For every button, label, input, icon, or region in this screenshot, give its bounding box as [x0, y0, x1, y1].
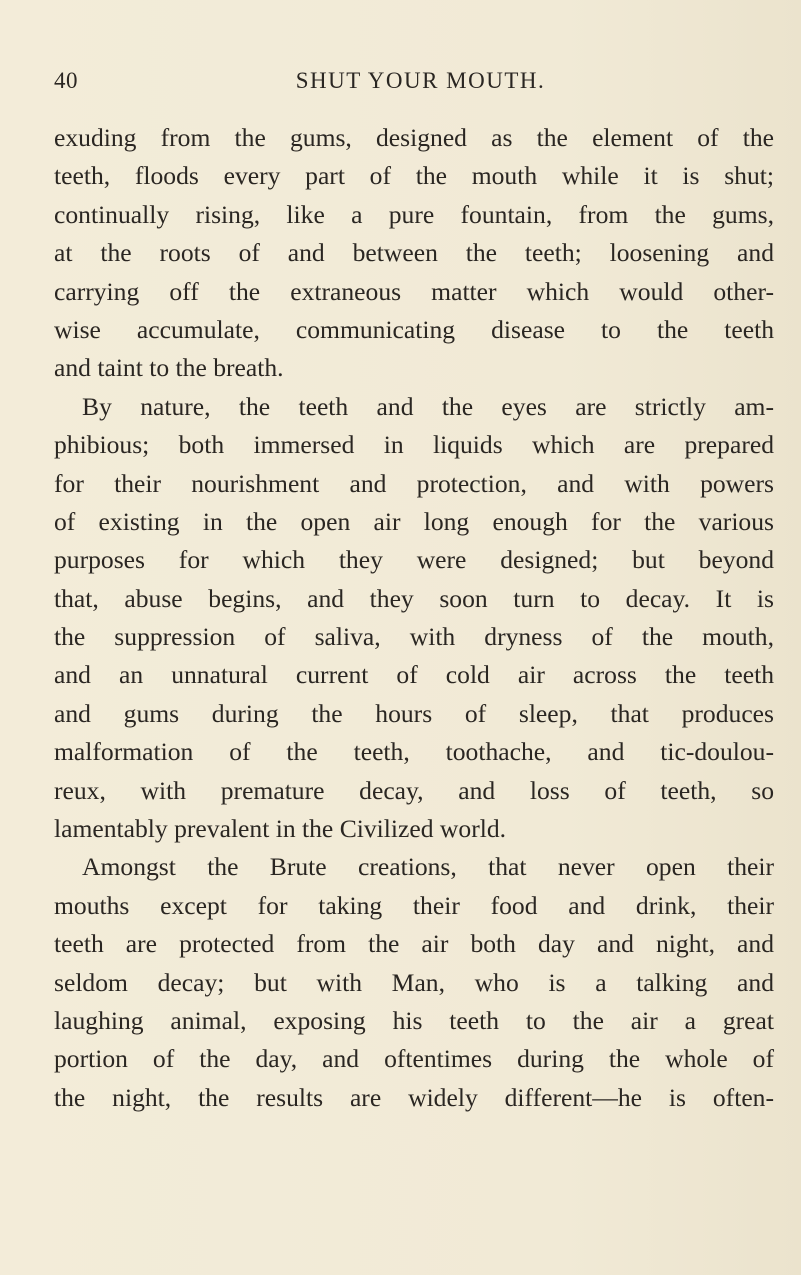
running-head — [54, 68, 747, 98]
text-line: the night, the results are widely different—he is often- — [54, 1082, 774, 1112]
text-line: exuding from the gums, designed as the element of the — [54, 123, 774, 152]
text-line: that, abuse begins, and they soon turn to decay. It is — [54, 583, 774, 613]
text-line: By nature, the teeth and the eyes are strictly am- — [82, 391, 774, 421]
body-text — [54, 119, 774, 1117]
text-line: reux, with premature decay, and loss of teeth, so — [54, 775, 774, 805]
text-line: for their nourishment and protection, and with powers — [54, 468, 774, 498]
text-line: Amongst the Brute creations, that never open their — [82, 852, 774, 882]
text-line: teeth, floods every part of the mouth while it is shut; — [54, 161, 774, 191]
text-line: phibious; both immersed in liquids which are prepared — [54, 430, 774, 460]
page-number: 40 — [54, 68, 78, 93]
text-line: seldom decay; but with Man, who is a talking and — [54, 967, 774, 997]
text-line: laughing animal, exposing his teeth to the air a great — [54, 1005, 774, 1035]
text-line: teeth are protected from the air both day and night, and — [54, 929, 774, 959]
running-title: SHUT YOUR MOUTH. — [295, 68, 546, 93]
text-line: at the roots of and between the teeth; loosening and — [54, 238, 774, 268]
text-line: and gums during the hours of sleep, that produces — [54, 698, 774, 728]
text-line: purposes for which they were designed; but beyond — [54, 545, 774, 575]
text-line: and an unnatural current of cold air across the teeth — [54, 660, 774, 690]
text-line: the suppression of saliva, with dryness of the mouth, — [54, 622, 774, 652]
text-line: and taint to the breath. — [54, 353, 284, 383]
text-line: wise accumulate, communicating disease to the teeth — [54, 314, 774, 344]
text-line: lamentably prevalent in the Civilized world. — [54, 814, 507, 844]
text-line: of existing in the open air long enough for the various — [54, 506, 774, 536]
text-line: continually rising, like a pure fountain, from the gums, — [54, 199, 774, 229]
text-line: mouths except for taking their food and drink, their — [54, 890, 774, 920]
text-line: malformation of the teeth, toothache, and tic-doulou- — [54, 737, 774, 767]
text-line: portion of the day, and oftentimes during the whole of — [54, 1044, 774, 1074]
text-line: carrying off the extraneous matter which would other- — [54, 276, 774, 306]
